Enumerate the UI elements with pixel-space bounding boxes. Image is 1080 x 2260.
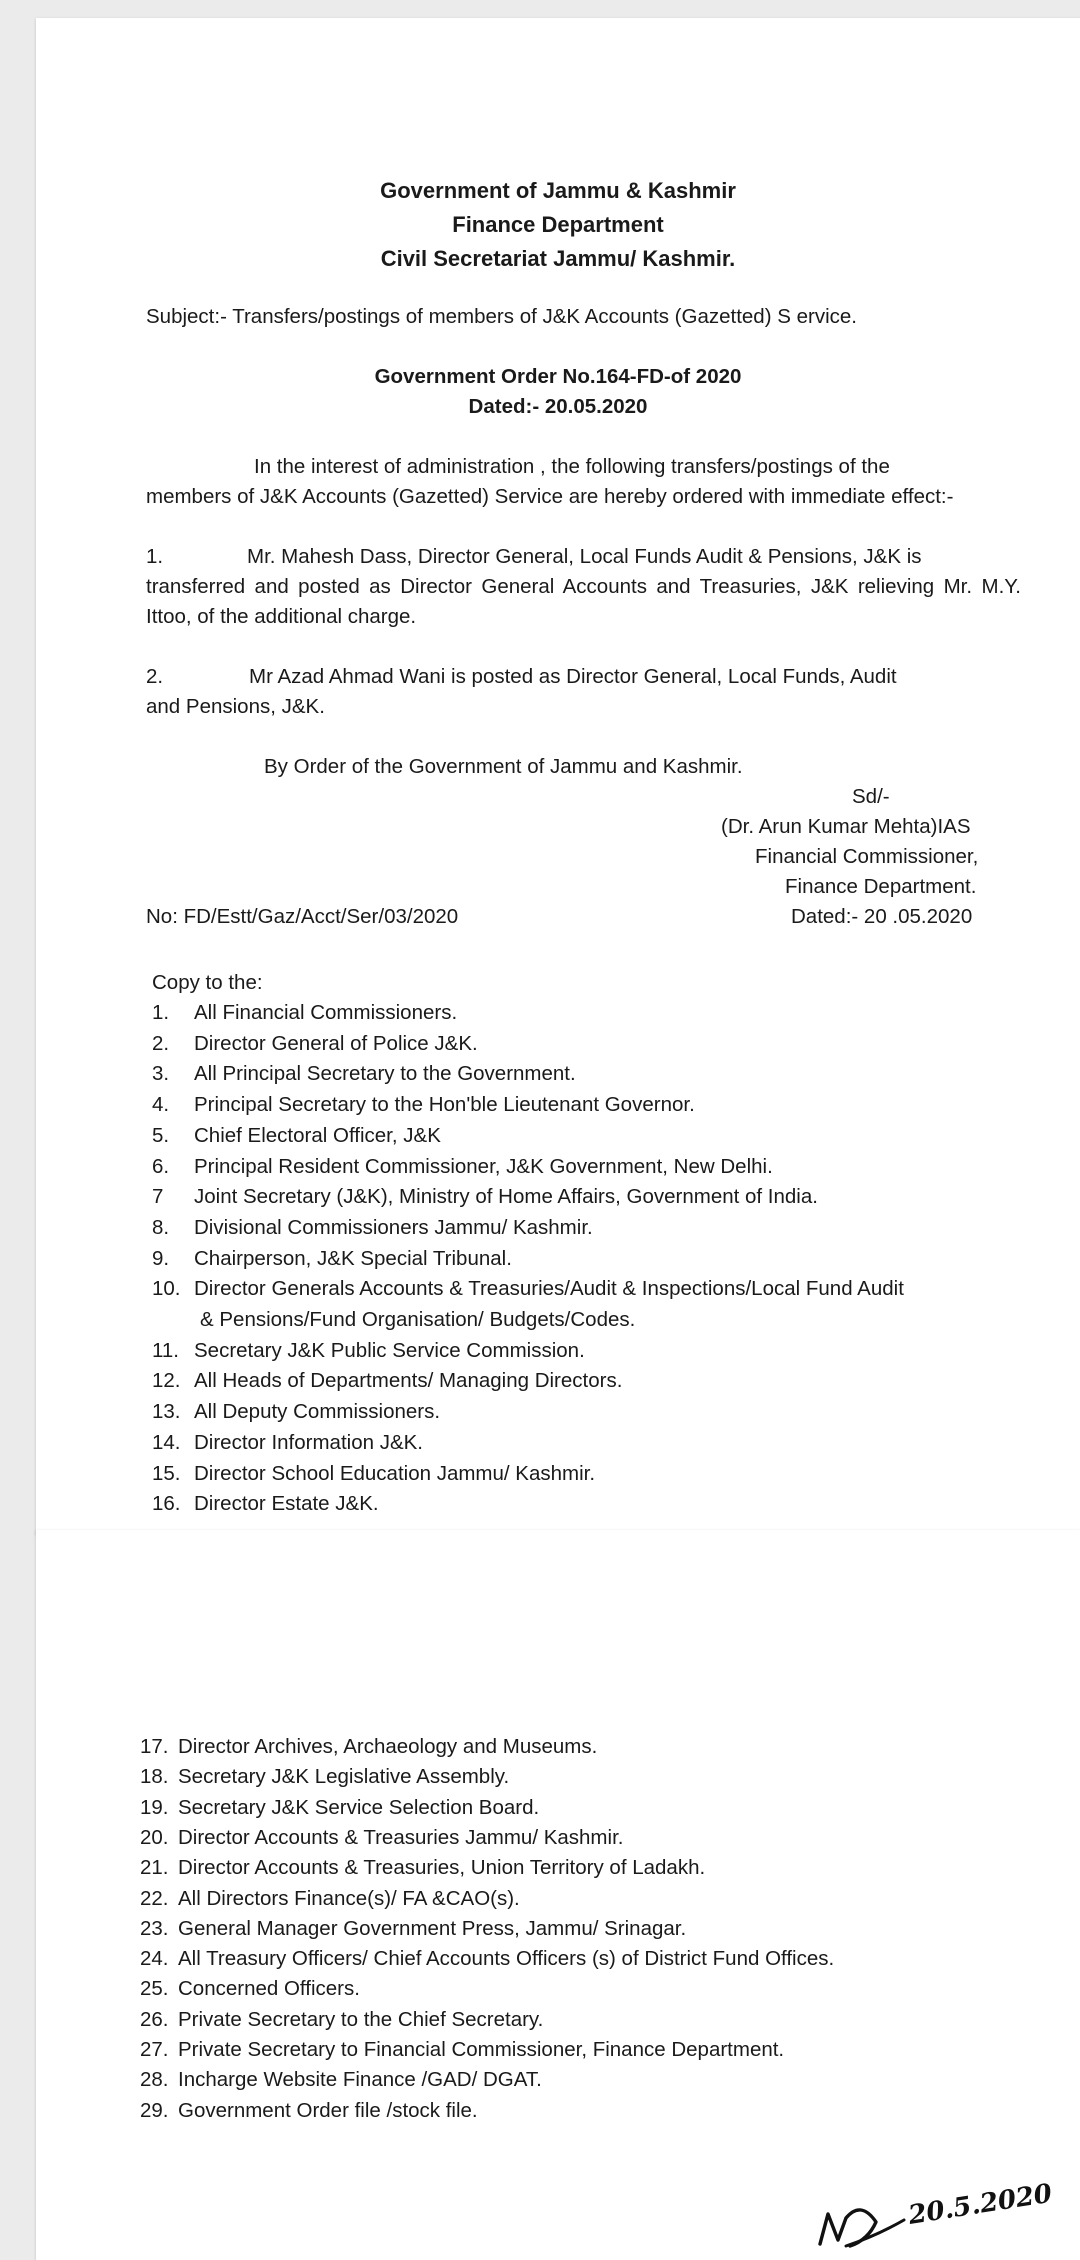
list-number: 23.	[140, 1916, 169, 1940]
copy-to-item-12	[152, 1366, 622, 1397]
copy-to-item-2	[152, 1029, 478, 1060]
copy-to-item-13	[152, 1397, 440, 1428]
signature-department: Finance Department.	[785, 875, 977, 898]
list-text: Chairperson, J&K Special Tribunal.	[194, 1246, 512, 1270]
list-text: Director School Education Jammu/ Kashmir.	[194, 1461, 596, 1485]
copy-to-item-23	[140, 1914, 686, 1945]
copy-to-item-4	[152, 1090, 695, 1121]
copy-to-item-5	[152, 1121, 441, 1152]
list-text: Private Secretary to the Chief Secretary.	[178, 2007, 544, 2031]
order-number: Government Order No.164-FD-of 2020	[374, 365, 742, 388]
handwritten-signature	[806, 2170, 1076, 2260]
list-text: All Directors Finance(s)/ FA &CAO(s).	[178, 1886, 520, 1910]
copy-to-item-8	[152, 1213, 593, 1244]
copy-to-item-17	[140, 1732, 597, 1763]
list-text: Principal Secretary to the Hon'ble Lieutenant Governor.	[194, 1093, 695, 1117]
list-number: 17.	[140, 1735, 169, 1758]
copy-to-heading: Copy to the:	[152, 971, 263, 994]
list-text: Principal Resident Commissioner, J&K Government, New Delhi.	[194, 1154, 773, 1178]
list-number: 22.	[140, 1886, 169, 1910]
list-number: 27.	[140, 2038, 169, 2061]
list-number: 26.	[140, 2007, 169, 2031]
copy-to-item-10	[152, 1274, 904, 1305]
list-number: 19.	[140, 1795, 169, 1819]
list-text: Incharge Website Finance /GAD/ DGAT.	[178, 2068, 542, 2092]
copy-to-item-1	[152, 998, 457, 1029]
list-number: 12.	[152, 1369, 181, 1393]
list-text: Director Accounts & Treasuries, Union Territory of Ladakh.	[178, 1856, 706, 1880]
list-number: 4.	[152, 1093, 170, 1117]
copy-to-item-29	[140, 2096, 478, 2127]
signature-name: (Dr. Arun Kumar Mehta)IAS	[721, 815, 971, 838]
copy-to-item-15	[152, 1459, 595, 1490]
copy-to-item-11	[152, 1336, 585, 1367]
intro-first-line: In the interest of administration , the following transfers/postings of the	[254, 455, 890, 478]
list-text: Director General of Police J&K.	[194, 1031, 478, 1055]
list-number: 20.	[140, 1825, 169, 1849]
order-item-1-first-line: Mr. Mahesh Dass, Director General, Local Funds Audit & Pensions, J&K is	[247, 545, 922, 568]
list-number: 18.	[140, 1765, 169, 1789]
list-text: All Heads of Departments/ Managing Directors.	[194, 1369, 623, 1393]
copy-to-item-27	[140, 2035, 784, 2066]
copy-to-item-24	[140, 1944, 834, 1975]
list-text: Director Archives, Archaeology and Museums.	[178, 1735, 598, 1758]
list-number: 28.	[140, 2068, 169, 2092]
intro-continued: members of J&K Accounts (Gazetted) Service are hereby ordered with immediate effect:-	[146, 485, 954, 508]
list-text: Director Generals Accounts & Treasuries/Audit & Inspections/Local Fund Audit	[194, 1277, 904, 1301]
list-text: Concerned Officers.	[178, 1977, 360, 2001]
list-text: All Deputy Commissioners.	[194, 1400, 441, 1424]
list-number: 25.	[140, 1977, 169, 2001]
list-number: 29.	[140, 2098, 169, 2122]
order-item-2-first-line: Mr Azad Ahmad Wani is posted as Director General, Local Funds, Audit	[249, 665, 897, 688]
reference-number: No: FD/Estt/Gaz/Acct/Ser/03/2020	[146, 905, 459, 928]
order-date: Dated:- 20.05.2020	[468, 395, 648, 418]
header-department: Finance Department	[452, 212, 664, 237]
list-number: 2.	[152, 1031, 170, 1055]
copy-to-item-18	[140, 1762, 509, 1793]
subject-line: Subject:- Transfers/postings of members of J&K Accounts (Gazetted) S ervice.	[146, 305, 857, 328]
list-number: 14.	[152, 1430, 181, 1454]
list-text: Divisional Commissioners Jammu/ Kashmir.	[194, 1215, 593, 1239]
copy-to-item-6	[152, 1152, 773, 1183]
list-number: 9.	[152, 1246, 170, 1270]
list-text: Government Order file /stock file.	[178, 2098, 478, 2122]
copy-to-item-25	[140, 1974, 360, 2005]
list-number: 10.	[152, 1277, 181, 1301]
list-text: Director Estate J&K.	[194, 1492, 379, 1516]
list-number: 11.	[152, 1338, 179, 1362]
signature-title: Financial Commissioner,	[755, 845, 979, 868]
list-number: 8.	[152, 1215, 170, 1239]
list-number: 21.	[140, 1856, 169, 1880]
list-text: Director Information J&K.	[194, 1430, 423, 1454]
by-order-line: By Order of the Government of Jammu and Kashmir.	[264, 755, 743, 778]
list-number: 7	[152, 1185, 164, 1209]
list-number: 16.	[152, 1492, 181, 1516]
document-page-2	[36, 1530, 1080, 2260]
signature-date: Dated:- 20 .05.2020	[791, 905, 973, 928]
list-number: 15.	[152, 1461, 181, 1485]
list-text: All Treasury Officers/ Chief Accounts Officers (s) of District Fund Offices.	[178, 1947, 835, 1971]
list-text: Director Accounts & Treasuries Jammu/ Kashmir.	[178, 1825, 624, 1849]
list-number: 5.	[152, 1123, 170, 1147]
list-text: Secretary J&K Legislative Assembly.	[178, 1765, 510, 1789]
copy-to-item-19	[140, 1793, 539, 1824]
list-text: Secretary J&K Public Service Commission.	[194, 1338, 585, 1362]
copy-to-item-20	[140, 1823, 623, 1854]
list-text: General Manager Government Press, Jammu/ Srinagar.	[178, 1916, 687, 1940]
copy-to-item-3	[152, 1059, 576, 1090]
header-government: Government of Jammu & Kashmir	[380, 178, 736, 203]
list-number: 3.	[152, 1062, 170, 1086]
list-text: Private Secretary to Financial Commissioner, Finance Department.	[178, 2038, 785, 2061]
copy-to-item-16	[152, 1489, 379, 1520]
copy-to-item-10-continued: & Pensions/Fund Organisation/ Budgets/Codes.	[200, 1308, 636, 1331]
copy-to-item-26	[140, 2005, 543, 2036]
list-text: Joint Secretary (J&K), Ministry of Home Affairs, Government of India.	[194, 1185, 818, 1209]
copy-to-item-9	[152, 1244, 512, 1275]
header-secretariat: Civil Secretariat Jammu/ Kashmir.	[380, 246, 736, 271]
list-number: 6.	[152, 1154, 170, 1178]
copy-to-item-21	[140, 1853, 705, 1884]
list-text: Secretary J&K Service Selection Board.	[178, 1795, 540, 1819]
copy-to-item-7	[152, 1182, 818, 1213]
document-page-1	[36, 18, 1080, 1534]
order-item-1-number: 1.	[146, 545, 164, 568]
signature-date-handwritten: 20.5.2020	[906, 2178, 1055, 2231]
list-text: Chief Electoral Officer, J&K	[194, 1123, 441, 1147]
order-item-2-continued: and Pensions, J&K.	[146, 695, 325, 718]
list-number: 13.	[152, 1400, 181, 1424]
list-number: 1.	[152, 1001, 170, 1024]
order-item-2-number: 2.	[146, 665, 164, 688]
copy-to-item-14	[152, 1428, 423, 1459]
signature-sd: Sd/-	[852, 785, 890, 808]
order-item-1-continued: transferred and posted as Director General Accounts and Treasuries, J&K relieving Mr. M.Y. Ittoo, of the additional charge.	[146, 575, 1021, 628]
list-text: All Principal Secretary to the Government.	[194, 1062, 576, 1086]
copy-to-item-22	[140, 1884, 520, 1915]
copy-to-item-28	[140, 2065, 542, 2096]
list-text: All Financial Commissioners.	[194, 1001, 458, 1024]
list-number: 24.	[140, 1947, 169, 1971]
